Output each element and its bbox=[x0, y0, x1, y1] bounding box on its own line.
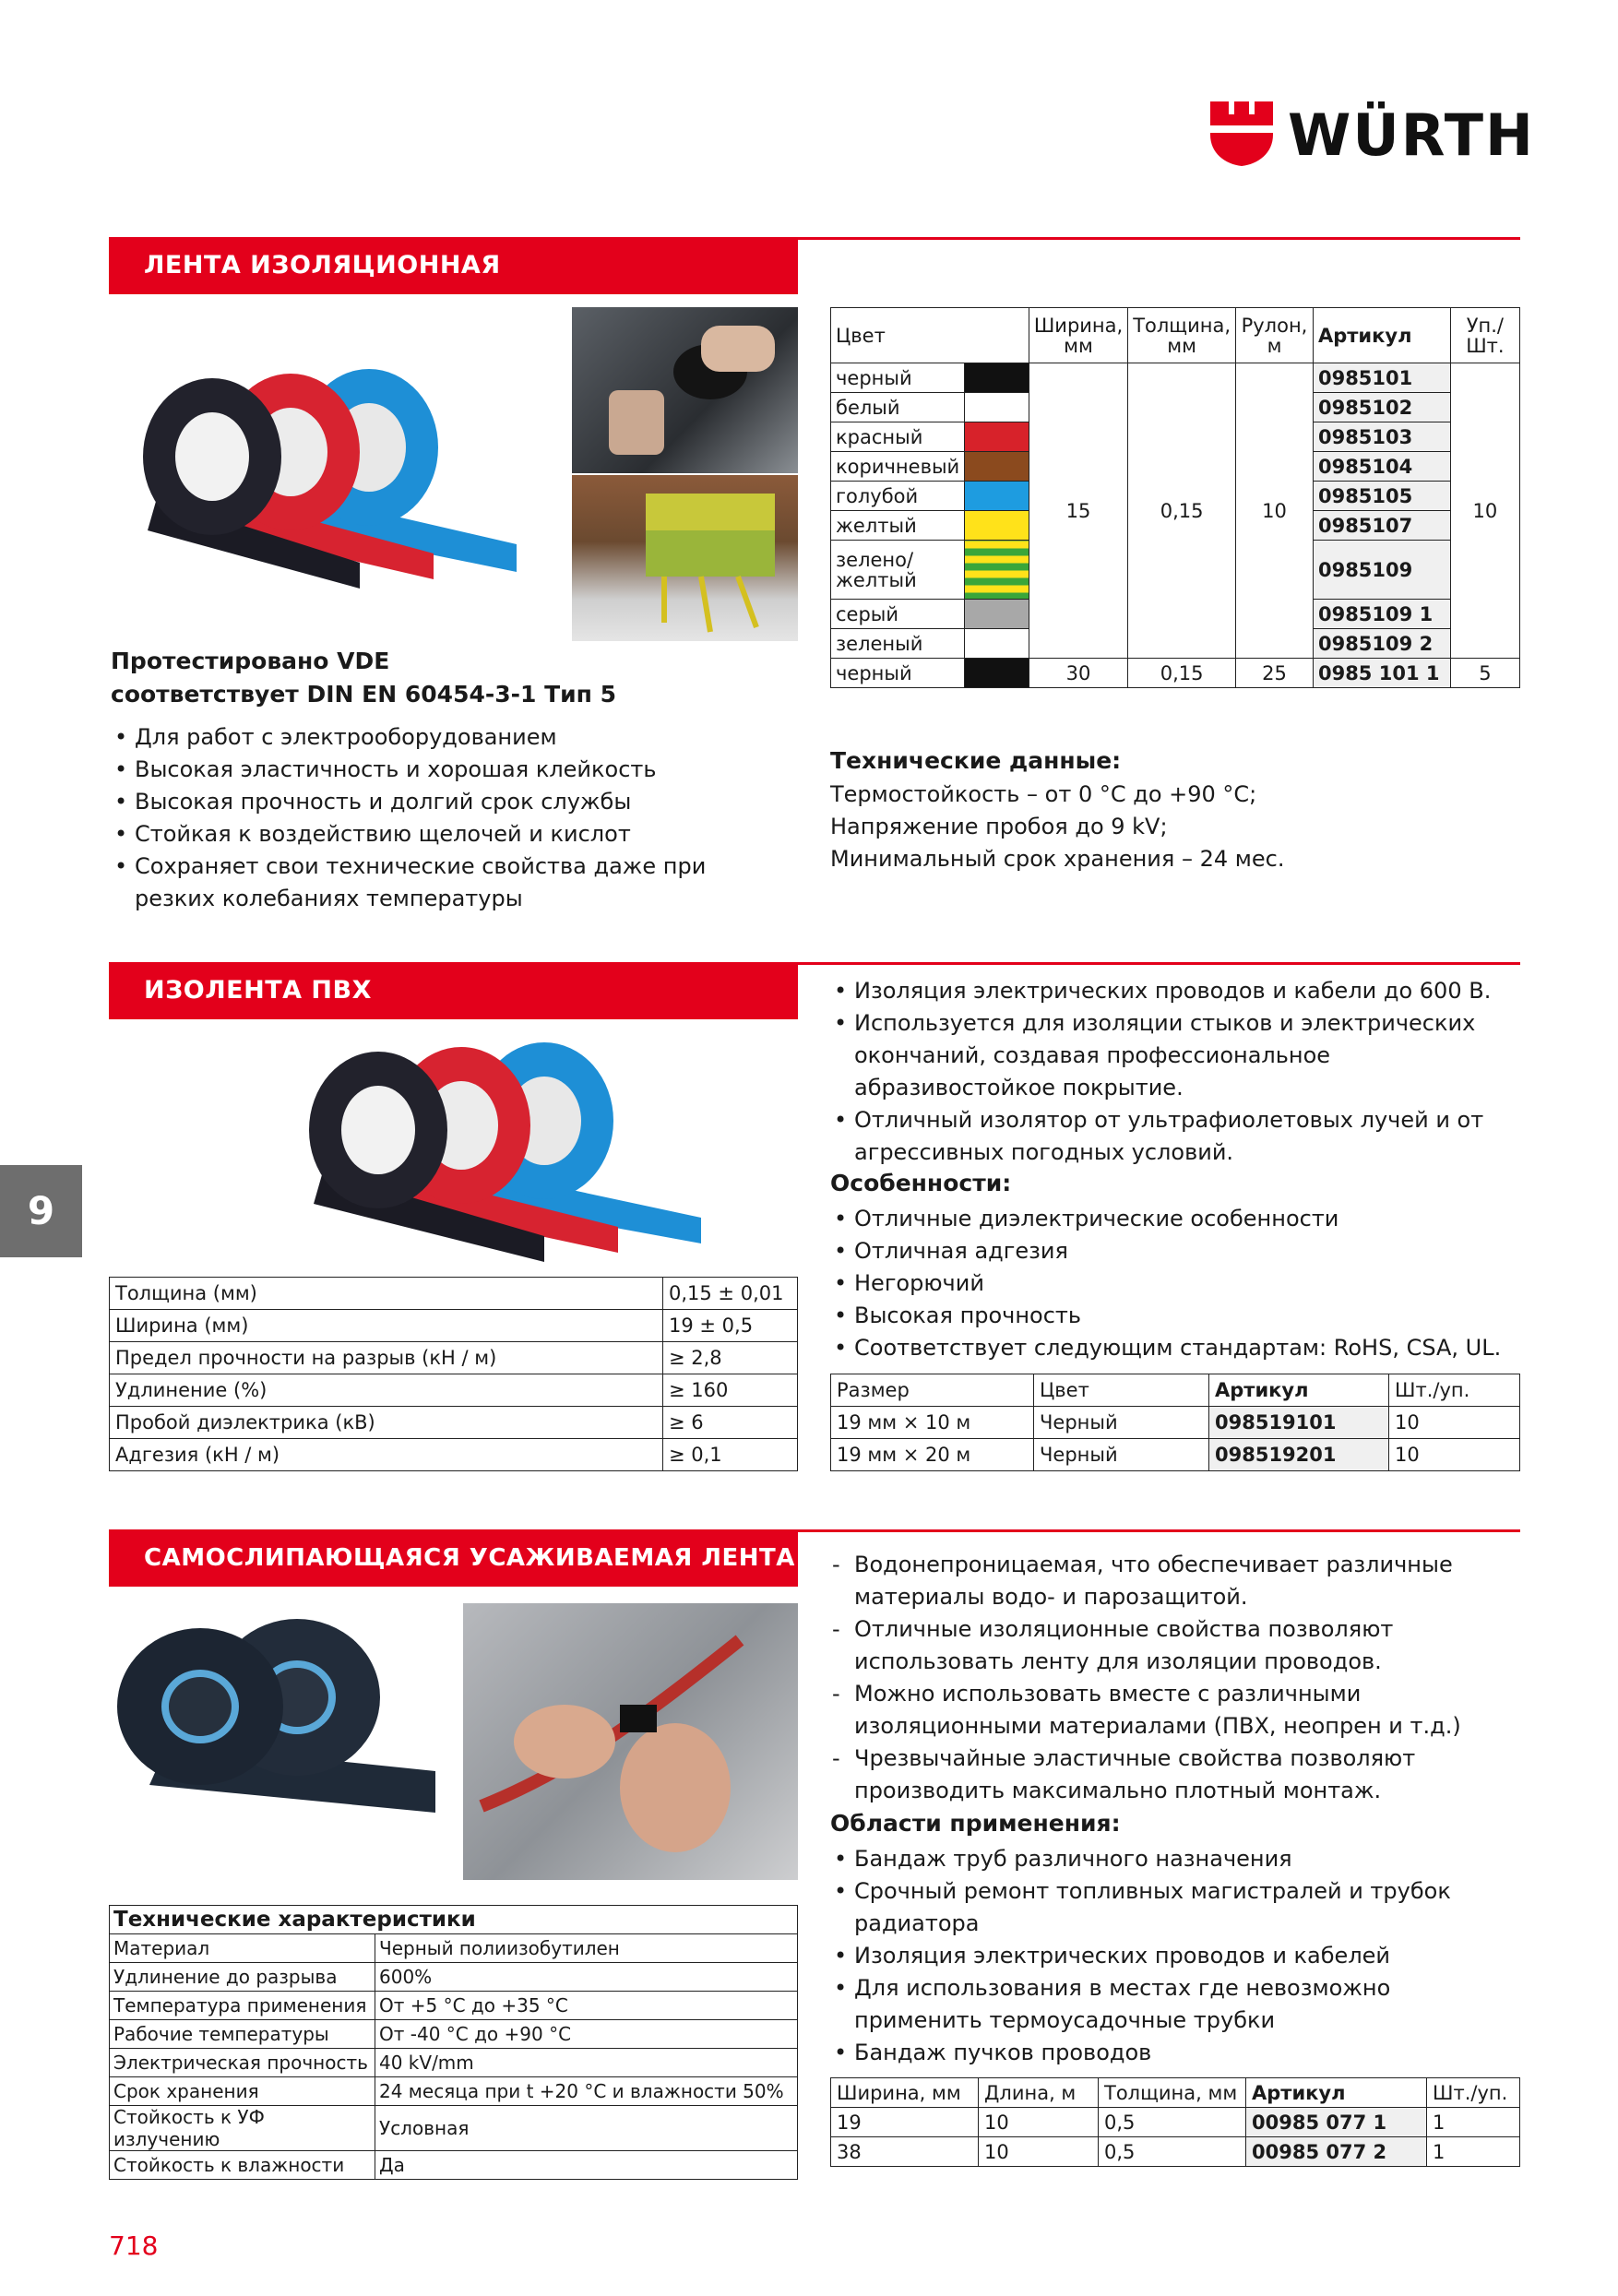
color-swatch bbox=[965, 600, 1029, 629]
color-swatch bbox=[965, 393, 1029, 422]
list-item: • Изоляция электрических проводов и кабели до 600 В. bbox=[830, 975, 1520, 1007]
pack-cell: 1 bbox=[1427, 2137, 1520, 2167]
table-row bbox=[110, 1278, 798, 1310]
list-item: - Чрезвычайные эластичные свойства позволяют производить максимально плотный монтаж. bbox=[830, 1743, 1520, 1807]
article-cell: 0985101 bbox=[1313, 363, 1450, 393]
spec-value: Да bbox=[375, 2151, 798, 2180]
col-header-pack: Уп./ Шт. bbox=[1450, 308, 1519, 363]
col-header-thickness: Толщина, мм bbox=[1128, 308, 1236, 363]
din-standard-heading: соответствует DIN EN 60454-3-1 Тип 5 bbox=[111, 681, 617, 708]
tech-data-line: Минимальный срок хранения – 24 мес. bbox=[830, 846, 1285, 872]
spec-value: ≥ 160 bbox=[663, 1374, 798, 1407]
section3-dash-list bbox=[830, 1549, 1520, 1807]
article-cell: 098519201 bbox=[1209, 1439, 1389, 1471]
table-row bbox=[110, 1963, 798, 1992]
article-cell: 0985109 bbox=[1313, 541, 1450, 600]
size-cell: 19 мм × 20 м bbox=[831, 1439, 1034, 1471]
color-cell: белый bbox=[831, 393, 965, 422]
pvc-order-table bbox=[830, 1374, 1520, 1471]
color-swatch-striped bbox=[965, 541, 1029, 600]
article-cell: 0985104 bbox=[1313, 452, 1450, 482]
col-header-thickness: Толщина, мм bbox=[1099, 2078, 1246, 2108]
spec-name: Предел прочности на разрыв (кН / м) bbox=[110, 1342, 663, 1374]
tech-data-line: Напряжение пробоя до 9 kV; bbox=[830, 814, 1168, 839]
list-item: • Негорючий bbox=[830, 1267, 1520, 1300]
thickness-cell: 0,5 bbox=[1099, 2137, 1246, 2167]
list-item: • Соответствует следующим стандартам: RoHS, CSA, UL. bbox=[830, 1332, 1520, 1364]
spec-name: Адгезия (кН / м) bbox=[110, 1439, 663, 1471]
section-divider bbox=[798, 237, 1520, 240]
features-heading: Особенности: bbox=[830, 1170, 1012, 1196]
article-cell: 0985102 bbox=[1313, 393, 1450, 422]
spec-name: Толщина (мм) bbox=[110, 1278, 663, 1310]
list-item: • Стойкая к воздействию щелочей и кислот bbox=[111, 818, 775, 851]
list-item: • Используется для изоляции стыков и электрических окончаний, создавая профессиональное абразивостойкое покрытие. bbox=[830, 1007, 1520, 1104]
wurth-logo bbox=[1207, 96, 1535, 170]
article-cell: 0985105 bbox=[1313, 482, 1450, 511]
spec-value: От +5 °C до +35 °C bbox=[375, 1992, 798, 2020]
spec-name: Пробой диэлектрика (кВ) bbox=[110, 1407, 663, 1439]
color-cell: голубой bbox=[831, 482, 965, 511]
vde-tested-heading: Протестировано VDE bbox=[111, 648, 390, 674]
col-header-width: Ширина, мм bbox=[1029, 308, 1127, 363]
table-row bbox=[110, 1310, 798, 1342]
thickness-cell: 0,5 bbox=[1099, 2108, 1246, 2137]
article-cell: 0985109 1 bbox=[1313, 600, 1450, 629]
chapter-tab: 9 bbox=[0, 1165, 82, 1257]
col-header-color: Цвет bbox=[831, 308, 1029, 363]
spec-name: Стойкость к влажности bbox=[110, 2151, 375, 2180]
applications-heading: Области применения: bbox=[830, 1810, 1121, 1837]
spec-value: 19 ± 0,5 bbox=[663, 1310, 798, 1342]
pack-cell: 10 bbox=[1389, 1439, 1520, 1471]
color-cell: зелено/ желтый bbox=[831, 541, 965, 600]
section-title-pvc-tape: ИЗОЛЕНТА ПВХ bbox=[109, 962, 798, 1019]
col-header-color: Цвет bbox=[1034, 1374, 1209, 1407]
spec-value: 24 месяца при t +20 °C и влажности 50% bbox=[375, 2077, 798, 2106]
section-title-self-amalgamating-tape: САМОСЛИПАЮЩАЯСЯ УСАЖИВАЕМАЯ ЛЕНТА bbox=[109, 1529, 798, 1587]
article-cell: 0985109 2 bbox=[1313, 629, 1450, 659]
length-cell: 10 bbox=[979, 2108, 1099, 2137]
color-article-table bbox=[830, 307, 1520, 688]
spec-name: Стойкость к УФ излучению bbox=[110, 2106, 375, 2151]
tech-table-title: Технические характеристики bbox=[110, 1906, 798, 1934]
list-item: • Отличный изолятор от ультрафиолетовых лучей и от агрессивных погодных условий. bbox=[830, 1104, 1520, 1169]
table-row bbox=[831, 1407, 1520, 1439]
spec-name: Материал bbox=[110, 1934, 375, 1963]
color-swatch bbox=[965, 511, 1029, 541]
length-cell: 10 bbox=[979, 2137, 1099, 2167]
spec-name: Срок хранения bbox=[110, 2077, 375, 2106]
terminal-block-photo bbox=[572, 475, 798, 641]
col-header-length: Длина, м bbox=[979, 2078, 1099, 2108]
color-cell: Черный bbox=[1034, 1407, 1209, 1439]
spec-name: Рабочие температуры bbox=[110, 2020, 375, 2049]
spec-value: ≥ 6 bbox=[663, 1407, 798, 1439]
list-item: • Отличная адгезия bbox=[830, 1235, 1520, 1267]
table-row bbox=[110, 1439, 798, 1471]
color-cell: красный bbox=[831, 422, 965, 452]
table-row bbox=[110, 1374, 798, 1407]
spec-value: 600% bbox=[375, 1963, 798, 1992]
color-cell: серый bbox=[831, 600, 965, 629]
spec-value: Условная bbox=[375, 2106, 798, 2151]
spec-name: Удлинение до разрыва bbox=[110, 1963, 375, 1992]
list-item: • Бандаж пучков проводов bbox=[830, 2037, 1520, 2069]
color-cell: зеленый bbox=[831, 629, 965, 659]
table-row bbox=[110, 1342, 798, 1374]
list-item: • Высокая прочность и долгий срок службы bbox=[111, 786, 775, 818]
roll-cell: 10 bbox=[1236, 363, 1314, 659]
table-row bbox=[110, 1934, 798, 1963]
color-swatch bbox=[965, 659, 1029, 688]
black-tape-rolls-image bbox=[113, 1614, 445, 1826]
features-list bbox=[830, 1203, 1520, 1364]
table-row bbox=[831, 2137, 1520, 2167]
color-swatch bbox=[965, 482, 1029, 511]
table-row bbox=[831, 363, 1520, 393]
thickness-cell: 0,15 bbox=[1128, 659, 1236, 688]
col-header-size: Размер bbox=[831, 1374, 1034, 1407]
list-item: • Для работ с электрооборудованием bbox=[111, 721, 775, 754]
table-header-row bbox=[110, 1906, 798, 1934]
article-cell: 0985 101 1 bbox=[1313, 659, 1450, 688]
section2-bullet-list bbox=[830, 975, 1520, 1169]
list-item: • Изоляция электрических проводов и кабелей bbox=[830, 1940, 1520, 1972]
table-header-row bbox=[831, 1374, 1520, 1407]
size-cell: 19 мм × 10 м bbox=[831, 1407, 1034, 1439]
pack-cell: 10 bbox=[1389, 1407, 1520, 1439]
col-header-article: Артикул bbox=[1246, 2078, 1427, 2108]
spec-value: ≥ 0,1 bbox=[663, 1439, 798, 1471]
table-row bbox=[110, 1992, 798, 2020]
list-item: • Сохраняет свои технические свойства даже при резких колебаниях температуры bbox=[111, 851, 775, 915]
col-header-pack: Шт./уп. bbox=[1427, 2078, 1520, 2108]
table-row bbox=[110, 1407, 798, 1439]
pvc-specs-table bbox=[109, 1277, 798, 1471]
width-cell: 38 bbox=[831, 2137, 979, 2167]
spec-name: Ширина (мм) bbox=[110, 1310, 663, 1342]
roll-cell: 25 bbox=[1236, 659, 1314, 688]
brand-name: WÜRTH bbox=[1288, 101, 1535, 169]
table-row bbox=[831, 2108, 1520, 2137]
article-cell: 0985103 bbox=[1313, 422, 1450, 452]
list-item: • Отличные диэлектрические особенности bbox=[830, 1203, 1520, 1235]
section1-bullet-list bbox=[111, 721, 775, 915]
list-item: • Бандаж труб различного назначения bbox=[830, 1843, 1520, 1875]
spec-name: Удлинение (%) bbox=[110, 1374, 663, 1407]
tape-rolls-image bbox=[129, 360, 553, 590]
color-cell: желтый bbox=[831, 511, 965, 541]
list-item: - Можно использовать вместе с различными изоляционными материалами (ПВХ, неопрен и т.д.) bbox=[830, 1678, 1520, 1743]
color-cell: Черный bbox=[1034, 1439, 1209, 1471]
spec-value: ≥ 2,8 bbox=[663, 1342, 798, 1374]
color-swatch bbox=[965, 363, 1029, 393]
spec-value: 40 kV/mm bbox=[375, 2049, 798, 2077]
list-item: - Отличные изоляционные свойства позволяют использовать ленту для изоляции проводов. bbox=[830, 1613, 1520, 1678]
spec-name: Температура применения bbox=[110, 1992, 375, 2020]
table-row bbox=[110, 2106, 798, 2151]
article-cell: 098519101 bbox=[1209, 1407, 1389, 1439]
spec-value: 0,15 ± 0,01 bbox=[663, 1278, 798, 1310]
table-row bbox=[831, 1439, 1520, 1471]
section-divider bbox=[798, 962, 1520, 965]
section-divider bbox=[798, 1529, 1520, 1532]
list-item: - Водонепроницаемая, что обеспечивает различные материалы водо- и парозащитой. bbox=[830, 1549, 1520, 1613]
col-header-width: Ширина, мм bbox=[831, 2078, 979, 2108]
wurth-logo-icon bbox=[1207, 98, 1277, 168]
col-header-article: Артикул bbox=[1313, 308, 1450, 363]
tech-data-heading: Технические данные: bbox=[830, 747, 1122, 774]
engine-wiring-photo bbox=[572, 307, 798, 473]
tech-characteristics-table bbox=[109, 1905, 798, 2180]
table-row bbox=[110, 2049, 798, 2077]
table-row bbox=[110, 2077, 798, 2106]
col-header-article: Артикул bbox=[1209, 1374, 1389, 1407]
list-item: • Высокая прочность bbox=[830, 1300, 1520, 1332]
hands-wrapping-hose-photo bbox=[463, 1603, 798, 1880]
section-title-insulating-tape: ЛЕНТА ИЗОЛЯЦИОННАЯ bbox=[109, 237, 798, 294]
list-item: • Высокая эластичность и хорошая клейкость bbox=[111, 754, 775, 786]
width-cell: 15 bbox=[1029, 363, 1127, 659]
tech-data-line: Термостойкость – от 0 °C до +90 °C; bbox=[830, 781, 1257, 807]
color-cell: черный bbox=[831, 363, 965, 393]
table-row bbox=[831, 659, 1520, 688]
color-cell: черный bbox=[831, 659, 965, 688]
list-item: • Срочный ремонт топливных магистралей и трубок радиатора bbox=[830, 1875, 1520, 1940]
page-number: 718 bbox=[109, 2231, 159, 2261]
thickness-cell: 0,15 bbox=[1128, 363, 1236, 659]
color-swatch bbox=[965, 452, 1029, 482]
spec-value: Черный полиизобутилен bbox=[375, 1934, 798, 1963]
color-swatch bbox=[965, 422, 1029, 452]
applications-list bbox=[830, 1843, 1520, 2069]
pack-cell: 10 bbox=[1450, 363, 1519, 659]
table-row bbox=[110, 2151, 798, 2180]
list-item: • Для использования в местах где невозможно применить термоусадочные трубки bbox=[830, 1972, 1520, 2037]
width-cell: 19 bbox=[831, 2108, 979, 2137]
spec-value: От -40 °C до +90 °C bbox=[375, 2020, 798, 2049]
table-header-row bbox=[831, 2078, 1520, 2108]
article-cell: 0985107 bbox=[1313, 511, 1450, 541]
color-swatch bbox=[965, 629, 1029, 659]
pvc-tape-rolls-image bbox=[295, 1033, 720, 1264]
table-row bbox=[110, 2020, 798, 2049]
article-cell: 00985 077 1 bbox=[1246, 2108, 1427, 2137]
col-header-pack: Шт./уп. bbox=[1389, 1374, 1520, 1407]
width-cell: 30 bbox=[1029, 659, 1127, 688]
amalgamating-order-table bbox=[830, 2077, 1520, 2167]
spec-name: Электрическая прочность bbox=[110, 2049, 375, 2077]
pack-cell: 1 bbox=[1427, 2108, 1520, 2137]
pack-cell: 5 bbox=[1450, 659, 1519, 688]
col-header-roll: Рулон, м bbox=[1236, 308, 1314, 363]
article-cell: 00985 077 2 bbox=[1246, 2137, 1427, 2167]
color-cell: коричневый bbox=[831, 452, 965, 482]
